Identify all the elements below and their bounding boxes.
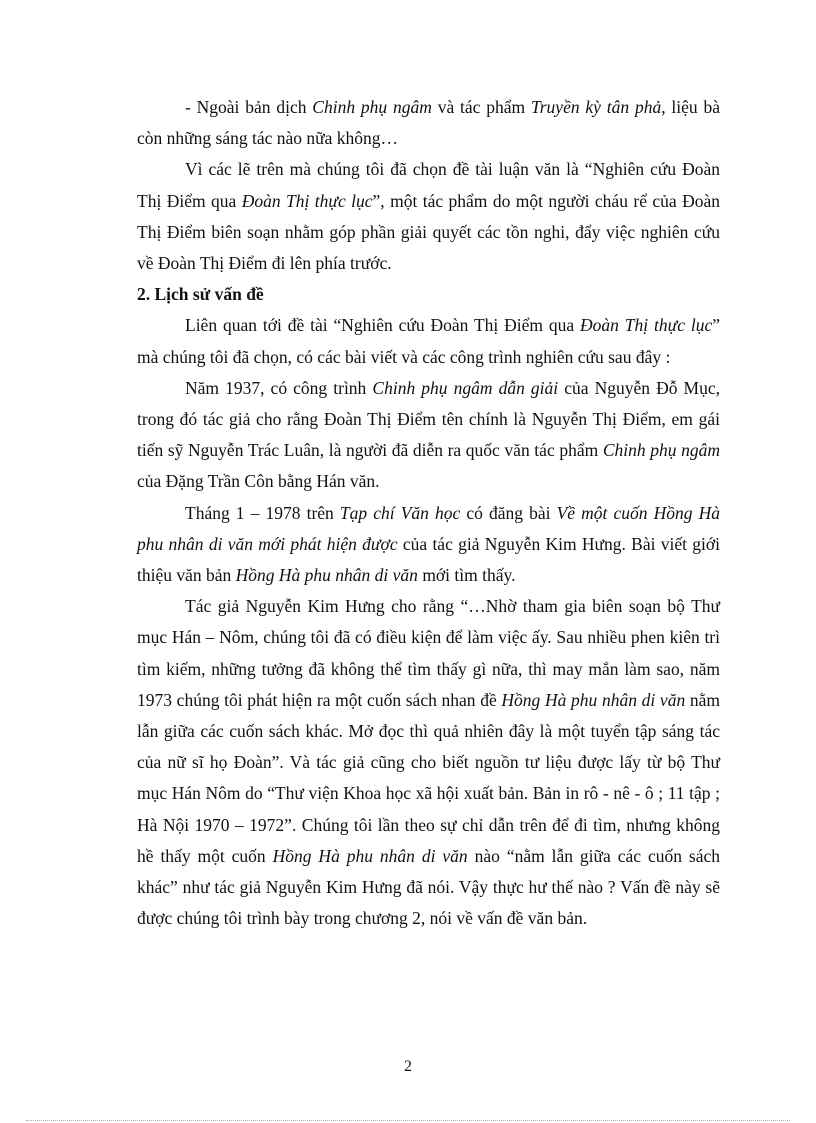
- paragraph: [137, 373, 720, 498]
- section-heading: [137, 279, 720, 310]
- paragraph: [137, 498, 720, 592]
- text-run: nằm lẫn giữa các cuốn sách khác. Mở đọc thì quả nhiên đây là một tuyển tập sáng tác của nữ sĩ họ Đoàn”. Và tác giả cũng cho biết nguồn tư liệu được lấy từ bộ Thư mục Hán Nôm do “Thư viện Khoa học xã hội xuất bản. Bản in rô - nê - ô ; 11 tập ; Hà Nội 1970 – 1972”. Chúng tôi lần theo sự chỉ dẫn trên để đi tìm, nhưng không hề thấy một cuốn: [137, 689, 721, 866]
- italic-title-text: Hồng Hà phu nhân di văn: [235, 565, 418, 586]
- text-run: có đăng bài: [460, 502, 557, 523]
- italic-title-text: Hồng Hà phu nhân di văn: [501, 689, 686, 710]
- italic-title-text: Đoàn Thị thực lục: [580, 315, 713, 336]
- italic-title-text: Chinh phụ ngâm dẫn giải: [372, 377, 559, 398]
- paragraph: [137, 92, 720, 154]
- paragraph: [137, 154, 720, 279]
- text-run: ” mà chúng tôi đã chọn, có các bài viết và các công trình nghiên cứu sau đây :: [137, 315, 720, 367]
- text-run: Tác giả Nguyễn Kim Hưng cho rằng “…Nhờ tham gia biên soạn bộ Thư mục Hán – Nôm, chúng tôi đã có điều kiện để làm việc ấy. Sau nhiều phen kiên trì tìm kiếm, những tưởng đã không thể tìm thấy gì nữa, thì may mắn làm sao, năm 1973 chúng tôi phát hiện ra một cuốn sách nhan đề: [137, 596, 720, 710]
- italic-title-text: Chinh phụ ngâm: [312, 97, 432, 117]
- text-run: Liên quan tới đề tài “Nghiên cứu Đoàn Thị Điểm qua: [185, 315, 581, 336]
- italic-title-text: Về một cuốn Hồng Hà phu nhân di văn mới phát hiện được: [137, 502, 720, 554]
- text-run: Năm 1937, có công trình: [185, 377, 373, 398]
- italic-title-text: Tạp chí Văn học: [339, 502, 461, 523]
- text-run: Tháng 1 – 1978 trên: [185, 502, 340, 523]
- text-run: nào “nằm lẫn giữa các cuốn sách khác” như tác giả Nguyễn Kim Hưng đã nói. Vậy thực hư thế nào ? Vấn đề này sẽ được chúng tôi trình bày trong chương 2, nói về vấn đề văn bản.: [137, 845, 721, 929]
- italic-title-text: Truyền kỳ tân phả: [530, 97, 662, 117]
- text-run: ”, một tác phẩm do một người cháu rể của Đoàn Thị Điểm biên soạn nhằm góp phần giải quyết các tồn nghi, đẩy việc nghiên cứu về Đoàn Thị Điểm đi lên phía trước.: [137, 190, 720, 274]
- italic-title-text: Hồng Hà phu nhân di văn: [272, 845, 468, 866]
- paragraph: [137, 591, 720, 934]
- page-edge-divider: [26, 1120, 790, 1121]
- page-number: 2: [404, 1058, 412, 1075]
- text-run: - Ngoài bản dịch: [185, 97, 313, 117]
- text-run: , liệu bà còn những sáng tác nào nữa không…: [137, 97, 720, 149]
- paragraph: [137, 310, 720, 372]
- italic-title-text: Chinh phụ ngâm: [602, 440, 720, 461]
- text-run: Vì các lẽ trên mà chúng tôi đã chọn đề tài luận văn là “Nghiên cứu Đoàn Thị Điểm qua: [137, 159, 720, 211]
- text-run: và tác phẩm: [431, 97, 531, 117]
- text-run: 2. Lịch sử vấn đề: [137, 284, 264, 305]
- body-text: [137, 92, 720, 934]
- italic-title-text: Đoàn Thị thực lục: [241, 190, 373, 211]
- text-run: mới tìm thấy.: [417, 565, 516, 586]
- text-run: của Đặng Trần Côn bằng Hán văn.: [137, 471, 380, 492]
- text-run: của Nguyễn Đỗ Mục, trong đó tác giả cho rằng Đoàn Thị Điểm tên chính là Nguyễn Thị Điểm, em gái tiến sỹ Nguyễn Trác Luân, là người đã diễn ra quốc văn tác phẩm: [137, 377, 721, 461]
- text-run: của tác giả Nguyễn Kim Hưng. Bài viết giới thiệu văn bản: [137, 533, 720, 586]
